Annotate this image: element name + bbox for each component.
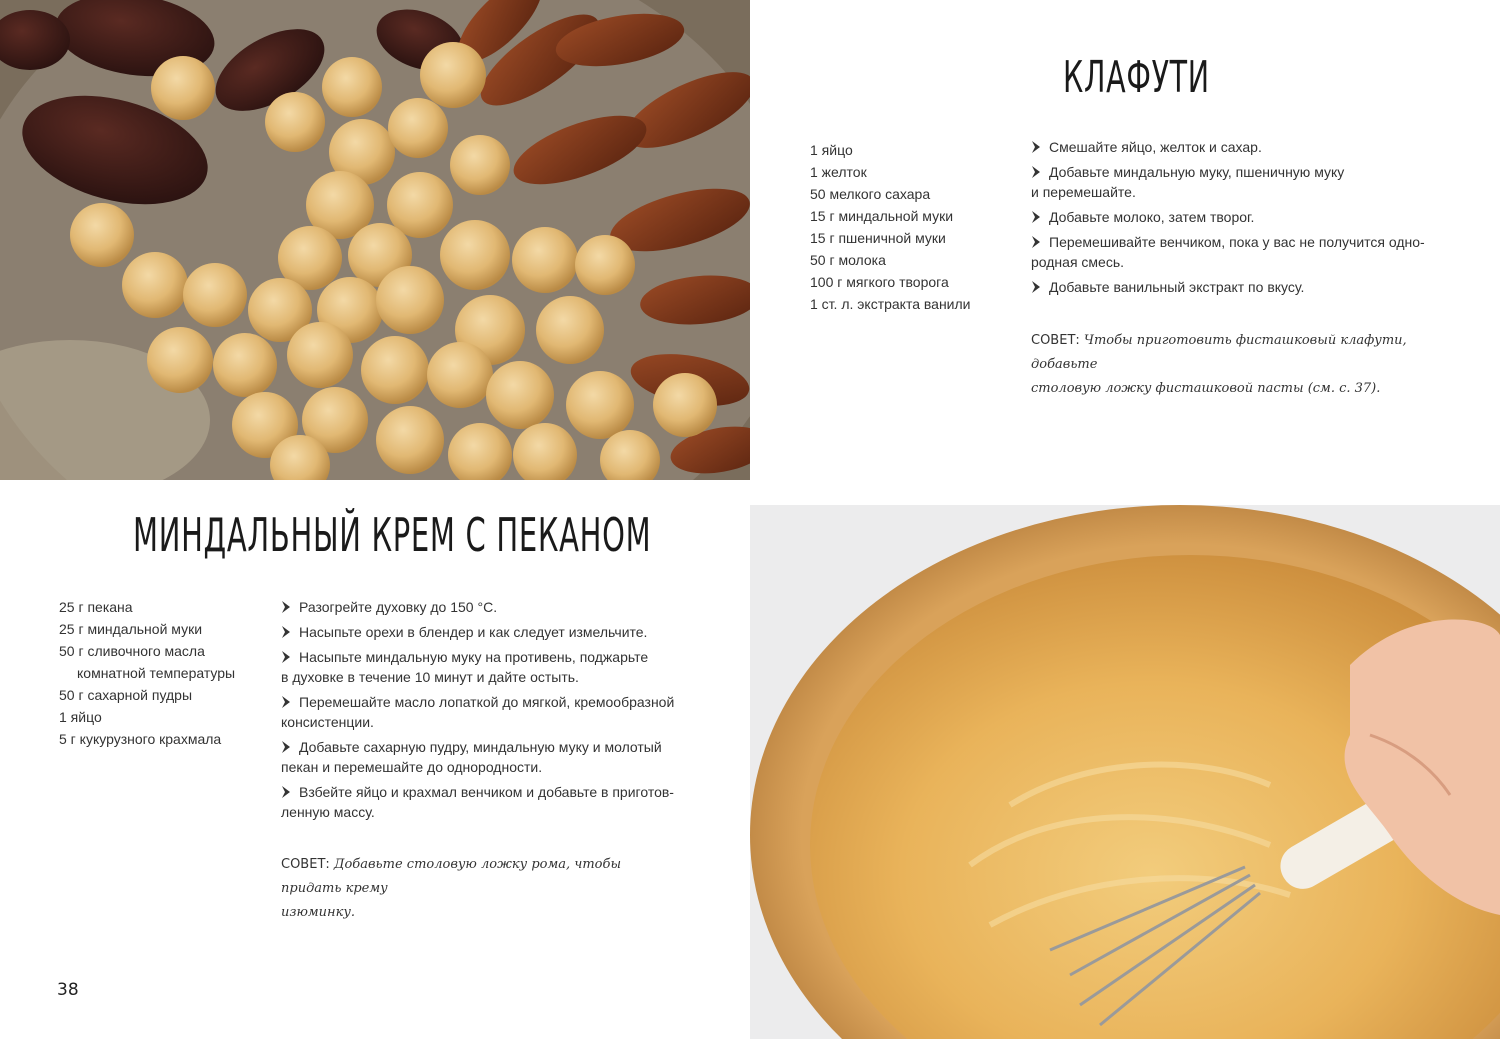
steps-list-krem [281,597,701,827]
tip-text-line1: Чтобы приготовить фисташковый клафути, добавьте [1031,333,1407,372]
ingredient-item: 25 г миндальной муки [59,621,203,637]
step-text: Взбейте яйцо и крахмал венчиком и добавьте в приготов- [299,784,674,800]
tip-krem [281,853,681,925]
chevron-right-icon [281,651,291,663]
ingredient-item: 1 яйцо [59,709,102,725]
steps-list-klafuti [1031,137,1451,302]
step-text: Добавьте миндальную муку, пшеничную муку [1049,164,1345,180]
ingredient-item: 50 г сахарной пудры [59,687,193,703]
step-text: Перемешивайте венчиком, пока у вас не получится одно- [1049,234,1425,250]
tip-label: СОВЕТ: [281,857,330,872]
photo-batter-bowl [750,505,1500,1039]
ingredient-item: 50 мелкого сахара [810,186,931,202]
chevron-right-icon [281,741,291,753]
step-item [281,737,701,777]
chevron-right-icon [281,626,291,638]
ingredient-item: 15 г миндальной муки [810,208,954,224]
step-text: Добавьте молоко, затем творог. [1049,209,1255,225]
step-item [1031,277,1451,297]
step-text: Насыпьте миндальную муку на противень, поджарьте [299,649,649,665]
step-item [281,622,701,642]
ingredient-item: 25 г пекана [59,599,133,615]
step-item [281,647,701,687]
ingredient-item: 1 яйцо [810,142,853,158]
tip-text-line1: Добавьте столовую ложку рома, чтобы придать крему [281,857,622,896]
step-text: Смешайте яйцо, желток и сахар. [1049,139,1262,155]
step-text: Разогрейте духовку до 150 °С. [299,599,498,615]
step-item [1031,137,1451,157]
step-text: Насыпьте орехи в блендер и как следует измельчите. [299,624,648,640]
ingredient-item: 1 желток [810,164,867,180]
recipe-title-krem: МИНДАЛЬНЫЙ КРЕМ С ПЕКАНОМ [133,508,652,562]
step-text-continued: ленную массу. [281,804,375,820]
chevron-right-icon [281,601,291,613]
step-item [281,782,701,822]
tip-klafuti [1031,329,1451,401]
ingredient-item: 100 г мягкого творога [810,274,949,290]
step-text-continued: пекан и перемешайте до однородности. [281,759,543,775]
bowl-illustration [750,505,1500,1039]
page-number: 38 [57,980,79,1000]
tip-text-line2: изюминку. [281,905,356,920]
nuts-illustration [0,0,750,480]
ingredient-item: 50 г сливочного масла [59,643,205,659]
step-text: Добавьте ванильный экстракт по вкусу. [1049,279,1305,295]
step-text-continued: и перемешайте. [1031,184,1136,200]
ingredient-item: 50 г молока [810,252,886,268]
chevron-right-icon [1031,281,1041,293]
step-text-continued: консистенции. [281,714,374,730]
photo-nuts [0,0,750,480]
chevron-right-icon [1031,211,1041,223]
step-item [1031,162,1451,202]
step-item [281,692,701,732]
ingredients-list-krem [59,596,235,750]
ingredient-item-continued: комнатной температуры [77,665,236,681]
chevron-right-icon [1031,166,1041,178]
step-text: Добавьте сахарную пудру, миндальную муку и молотый [299,739,662,755]
recipe-title-klafuti: КЛАФУТИ [1063,52,1210,103]
chevron-right-icon [1031,236,1041,248]
ingredient-item: 5 г кукурузного крахмала [59,731,222,747]
step-text-continued: в духовке в течение 10 минут и дайте остыть. [281,669,579,685]
step-item [281,597,701,617]
step-text-continued: родная смесь. [1031,254,1125,270]
chevron-right-icon [1031,141,1041,153]
tip-text-line2: столовую ложку фисташковой пасты (см. с. 37). [1031,381,1381,396]
ingredient-item: 15 г пшеничной муки [810,230,946,246]
ingredients-list-klafuti [810,139,971,315]
chevron-right-icon [281,696,291,708]
tip-label: СОВЕТ: [1031,333,1080,348]
step-item [1031,207,1451,227]
step-item [1031,232,1451,272]
chevron-right-icon [281,786,291,798]
step-text: Перемешайте масло лопаткой до мягкой, кремообразной [299,694,675,710]
ingredient-item: 1 ст. л. экстракта ванили [810,296,971,312]
